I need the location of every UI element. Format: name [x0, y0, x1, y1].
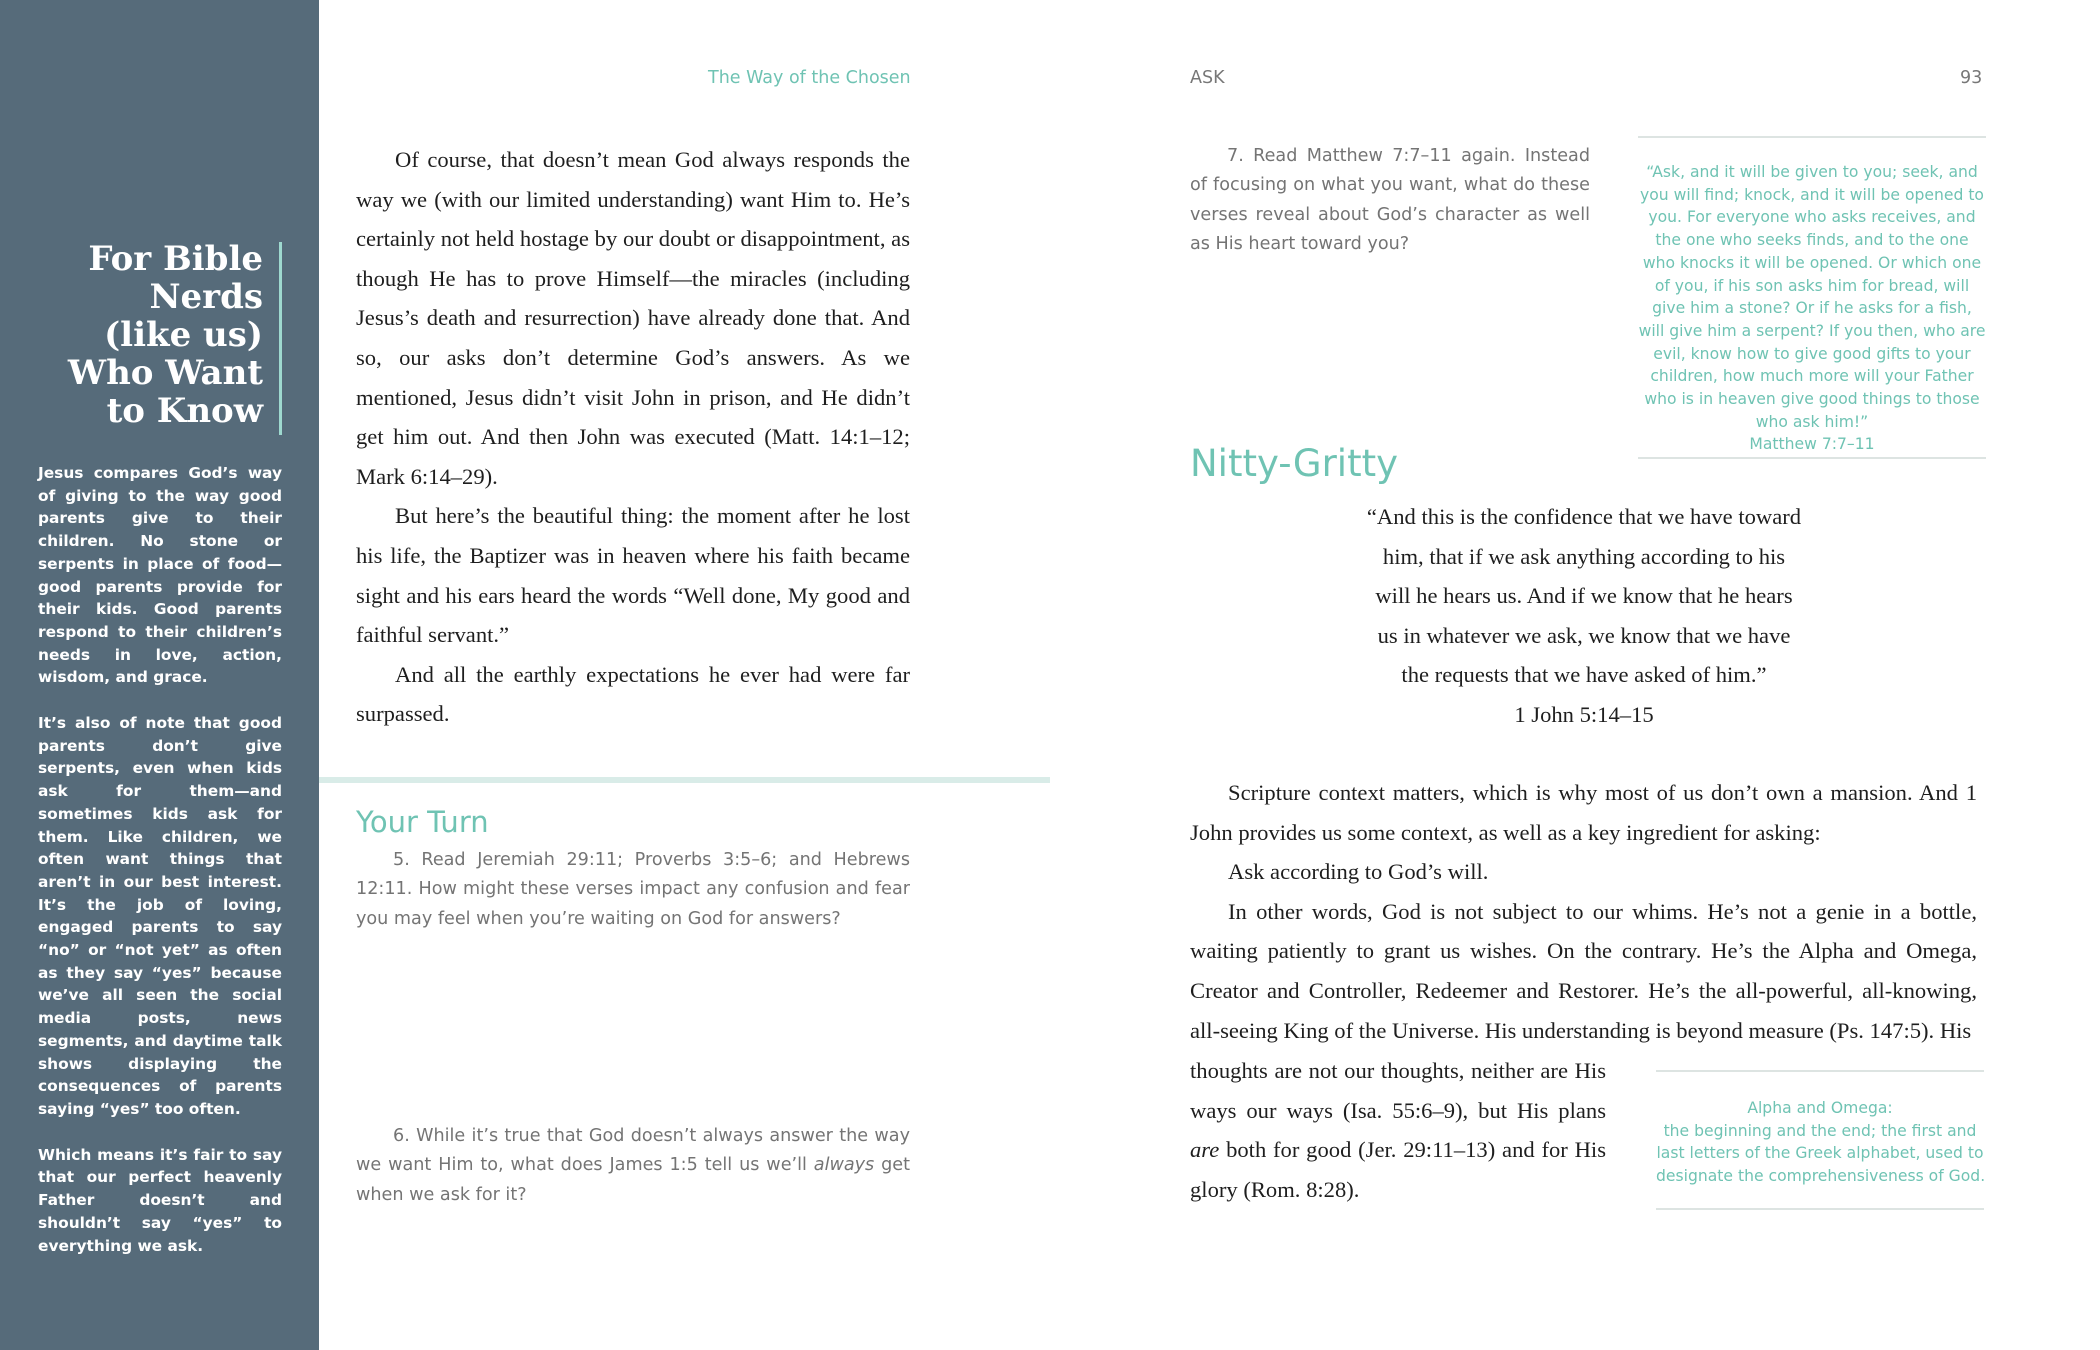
sidebar-title-rule	[279, 242, 282, 435]
scripture-callout-reference: Matthew 7:7–11	[1749, 435, 1875, 454]
sidebar-title-line: (like us)	[104, 315, 263, 355]
quote-line: will he hears us. And if we know that he hears	[1375, 583, 1793, 609]
question-6-text: 6. While it’s true that God doesn’t always answer the way we want Him to, what does James 1:5 tell us we’ll	[356, 1126, 910, 1176]
sidebar-title-line: to Know	[106, 391, 263, 431]
quote-line: him, that if we ask anything according to his	[1382, 543, 1786, 569]
sidebar-title-line: Nerds	[149, 277, 263, 317]
definition-line: the beginning and the end; the first and	[1663, 1121, 1977, 1140]
body-continued-text: thoughts are not our thoughts, neither are His ways our ways (Isa. 55:6–9), but His plans	[1190, 1058, 1606, 1123]
body-paragraph: But here’s the beautiful thing: the moment after he lost his life, the Baptizer was in heaven where his faith became sight and his ears heard the words “Well done, My good and faithful servant.”	[356, 503, 910, 648]
section-divider	[319, 777, 1050, 783]
quote-line: us in whatever we ask, we know that we have	[1377, 622, 1791, 648]
page-number: 93	[1960, 68, 1983, 88]
question-6	[356, 1122, 910, 1210]
body-paragraph: And all the earthly expectations he ever had were far surpassed.	[356, 661, 910, 727]
body-continued-text-end: both for good (Jer. 29:11–13) and for His glory (Rom. 8:28).	[1190, 1137, 1606, 1202]
definition-line: designate the comprehensiveness of God.	[1656, 1167, 1986, 1186]
sidebar-paragraph: Jesus compares God’s way of giving to the way good parents give to their children. No stone or serpents in place of food—good parents provide for their kids. Good parents respond to their children’s needs in love, action, wisdom, and grace.	[38, 464, 282, 687]
scripture-callout	[1638, 136, 1986, 459]
question-6-emphasis: always	[813, 1155, 875, 1176]
scripture-callout-text: “Ask, and it will be given to you; seek, and you will find; knock, and it will be opened to you. For everyone who asks receives, and the one who seeks finds, and to the one who knocks it will be opened. Or which one of you, if his son asks him for bread, will give him a stone? Or if he asks for a fish, will give him a serpent? If you then, who are evil, know how to give good gifts to your children, how much more will your Father who is in heaven give good things to those who ask him!”	[1638, 163, 1986, 431]
sidebar-title	[60, 240, 263, 430]
definition-line: last letters of the Greek alphabet, used to	[1656, 1144, 1984, 1163]
body-paragraph: In other words, God is not subject to our whims. He’s not a genie in a bottle, waiting patiently to grant us wishes. On the contrary. He’s the Alpha and Omega, Creator and Controller, Redeemer and Restorer. He’s the all-powerful, all-knowing, all-seeing King of the Universe. His understanding is beyond measure (Ps. 147:5). His	[1190, 898, 1977, 1043]
definition-line: Alpha and Omega:	[1747, 1099, 1893, 1117]
left-body-text	[356, 140, 910, 734]
running-head-left: The Way of the Chosen	[708, 68, 911, 88]
sidebar-text	[38, 462, 282, 1280]
definition-callout	[1656, 1070, 1984, 1210]
sidebar-panel	[0, 0, 319, 1350]
body-paragraph: Scripture context matters, which is why most of us don’t own a mansion. And 1 John provides us some context, as well as a key ingredient for asking:	[1190, 780, 1977, 845]
sidebar-paragraph: Which means it’s fair to say that our perfect heavenly Father doesn’t and shouldn’t say “yes” to everything we ask.	[38, 1145, 282, 1255]
body-paragraph: Ask according to God’s will.	[1228, 859, 1489, 885]
sidebar-title-line: Who Want	[67, 353, 263, 393]
nitty-gritty-heading: Nitty-Gritty	[1190, 442, 1398, 485]
your-turn-heading: Your Turn	[356, 805, 489, 839]
right-body-text	[1190, 773, 1977, 1050]
scripture-quote	[1270, 497, 1898, 735]
quote-line: the requests that we have asked of him.”	[1401, 662, 1767, 688]
body-continued-emphasis: are	[1190, 1137, 1220, 1163]
right-body-continued	[1190, 1051, 1606, 1209]
question-7: 7. Read Matthew 7:7–11 again. Instead of focusing on what you want, what do these verses reveal about God’s character as well as His heart toward you?	[1190, 146, 1590, 254]
running-head-right: ASK	[1190, 68, 1225, 88]
sidebar-title-line: For Bible	[88, 239, 263, 279]
sidebar-paragraph: It’s also of note that good parents don’t give serpents, even when kids ask for them—and sometimes kids ask for them. Like children, we often want things that aren’t in our best interest. It’s the job of loving, engaged parents to say “no” or “not yet” as often as they say “yes” because we’ve all seen the social media posts, news segments, and daytime talk shows displaying the consequences of parents saying “yes” too often.	[38, 714, 282, 1118]
quote-reference: 1 John 5:14–15	[1514, 701, 1654, 727]
question-5: 5. Read Jeremiah 29:11; Proverbs 3:5–6; and Hebrews 12:11. How might these verses impact any confusion and fear you may feel when you’re waiting on God for answers?	[356, 850, 910, 929]
body-paragraph: Of course, that doesn’t mean God always responds the way we (with our limited understanding) want Him to. He’s certainly not held hostage by our doubt or disappointment, as though He has to prove Himself—the miracles (including Jesus’s death and resurrection) have already done that. And so, our asks don’t determine God’s answers. As we mentioned, Jesus didn’t visit John in prison, and He didn’t get him out. And then John was executed (Matt. 14:1–12; Mark 6:14–29).	[356, 147, 910, 489]
question-6-text-end: get when we ask for it?	[356, 1155, 911, 1205]
quote-line: “And this is the confidence that we have toward	[1366, 504, 1802, 529]
